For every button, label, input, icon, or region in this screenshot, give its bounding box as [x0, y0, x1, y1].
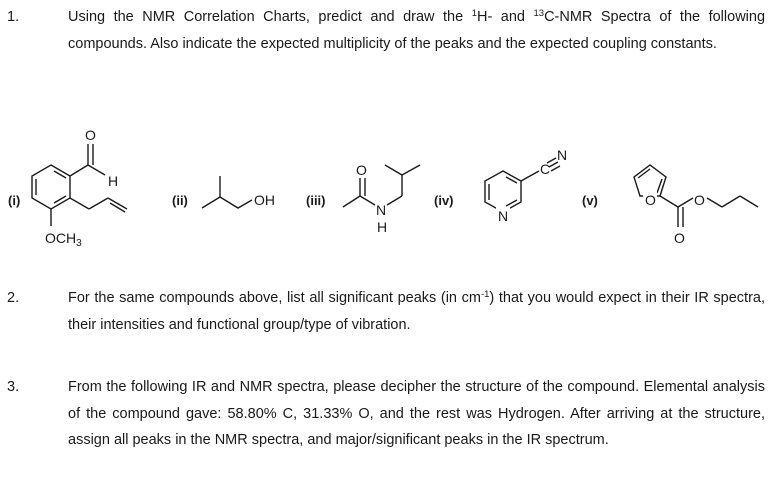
question-2-number: 2.	[7, 290, 20, 306]
atom-o-carbonyl: O	[674, 230, 685, 246]
compound-label-v: (v)	[582, 193, 598, 208]
atom-n-amide: N	[376, 202, 387, 218]
atom-o: O	[85, 127, 96, 143]
atom-o-furan: O	[645, 192, 656, 208]
structure-iii	[343, 162, 420, 235]
structure-ii	[202, 176, 275, 208]
atom-n-nitrile: N	[557, 147, 568, 163]
question-1-number: 1.	[7, 9, 20, 25]
question-2-text: For the same compounds above, list all significant peaks (in $cm^{-1}$) that you would expect in their IR spectra, their intensities and functional group/type of vibration.	[68, 289, 765, 333]
question-3-number: 3.	[7, 379, 20, 395]
atom-n-ring: N	[498, 208, 509, 224]
question-1-text: Using the NMR Correlation Charts, predict and draw the $^1$H- and $^{13}$C-NMR Spectra of the following compounds. Also indicate the expected multiplicity of the peaks and the expected coupling constants.	[68, 8, 766, 52]
compound-label-i: (i)	[8, 193, 21, 208]
atom-o-ester: O	[694, 192, 705, 208]
compound-label-ii: (ii)	[172, 193, 188, 208]
question-3-text: From the following IR and NMR spectra, please decipher the structure of the compound. Elemental analysis of the compound gave: 58.80% C, 31.33% O, and the rest was Hydrogen. After arriving at the structure, assign all peaks in the NMR spectra, and major/significant peaks in the IR spectrum.	[68, 379, 765, 448]
compound-label-iii: (iii)	[306, 193, 326, 208]
structure-iv	[485, 147, 567, 224]
compound-label-iv: (iv)	[434, 193, 454, 208]
atom-och3: $OCH_3$	[45, 230, 82, 249]
structure-v	[634, 165, 758, 246]
structure-i	[32, 127, 127, 249]
atom-h-amide: H	[377, 219, 388, 235]
atom-h: H	[108, 173, 119, 189]
atom-oh: OH	[254, 192, 275, 208]
atom-o-amide: O	[356, 162, 367, 178]
atom-c-nitrile: C	[540, 161, 551, 177]
